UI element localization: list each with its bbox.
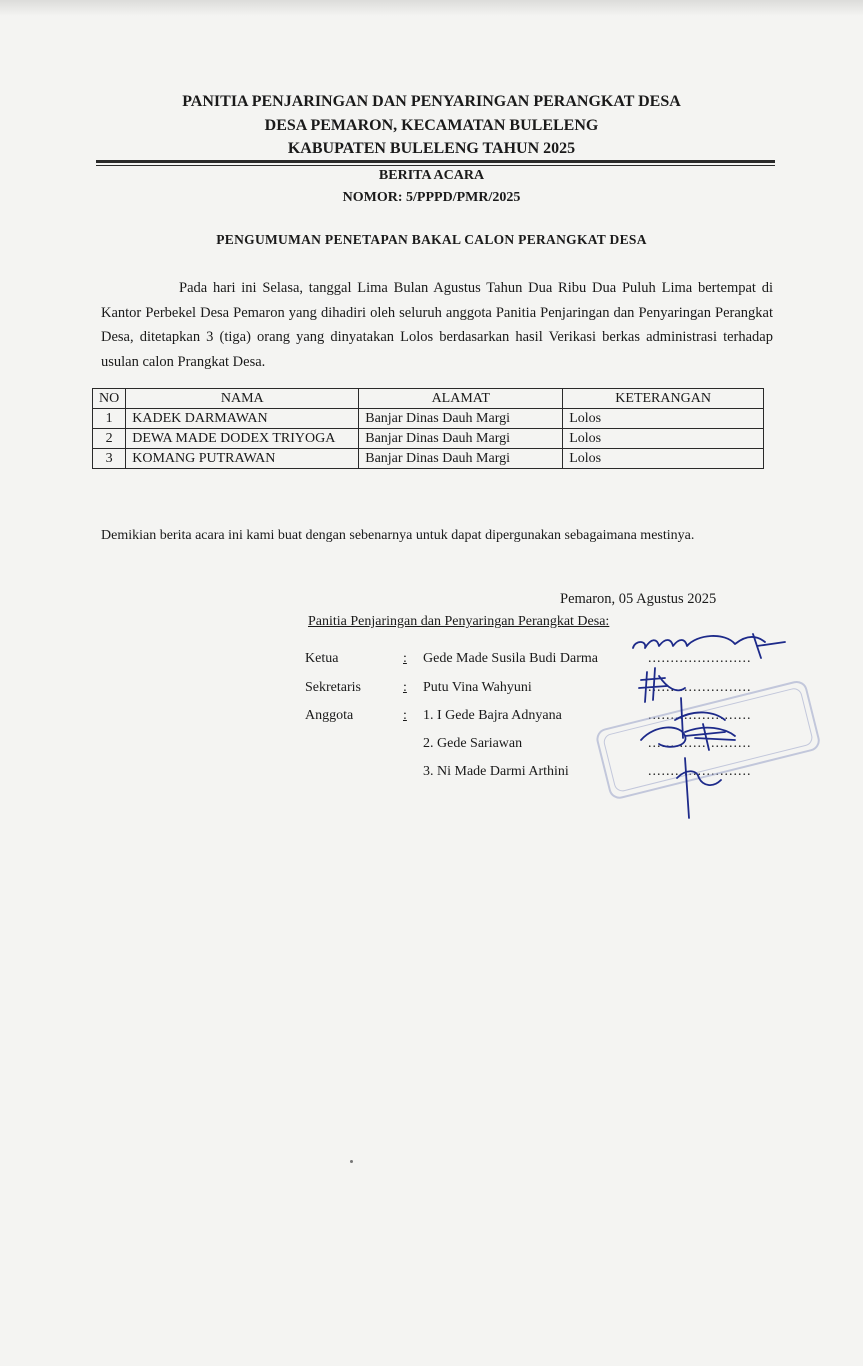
- colon: :: [403, 651, 407, 666]
- berita-acara-number: NOMOR: 5/PPPD/PMR/2025: [342, 190, 521, 205]
- col-header-no: NO: [93, 389, 126, 409]
- name-anggota-3: 3. Ni Made Darmi Arthini: [423, 764, 569, 779]
- signature-line: .......................: [648, 736, 752, 751]
- closing-statement: Demikian berita acara ini kami buat dengan sebenarnya untuk dapat dipergunakan sebagaimana mestinya.: [101, 528, 695, 543]
- table-header-row: [93, 389, 764, 409]
- role-ketua: Ketua: [305, 651, 339, 666]
- signature-line: .......................: [648, 764, 752, 779]
- signature-line: .......................: [648, 680, 752, 695]
- name-anggota-1: 1. I Gede Bajra Adnyana: [423, 708, 562, 723]
- signature-anggota-2: [641, 724, 735, 750]
- header-line-3: KABUPATEN BULELENG TAHUN 2025: [287, 140, 576, 157]
- cell-nama: DEWA MADE DODEX TRIYOGA: [126, 429, 359, 449]
- scan-shadow: [0, 0, 863, 16]
- signatures-and-stamp: [585, 628, 820, 823]
- col-header-keterangan: KETERANGAN: [563, 389, 764, 409]
- cell-nama: KADEK DARMAWAN: [126, 409, 359, 429]
- signature-sekretaris: [639, 668, 685, 702]
- cell-alamat: Banjar Dinas Dauh Margi: [359, 409, 563, 429]
- name-sekretaris: Putu Vina Wahyuni: [423, 680, 532, 695]
- signature-ketua: [633, 634, 785, 658]
- berita-acara-title: BERITA ACARA: [378, 168, 485, 183]
- header-line-1: PANITIA PENJARINGAN DAN PENYARINGAN PERANGKAT DESA: [182, 93, 681, 110]
- header-line-2: DESA PEMARON, KECAMATAN BULELENG: [264, 117, 599, 134]
- colon: :: [403, 680, 407, 695]
- cell-alamat: Banjar Dinas Dauh Margi: [359, 429, 563, 449]
- announcement-title: PENGUMUMAN PENETAPAN BAKAL CALON PERANGKAT DESA: [216, 232, 647, 247]
- cell-no: 1: [93, 409, 126, 429]
- committee-title: Panitia Penjaringan dan Penyaringan Perangkat Desa:: [308, 614, 610, 629]
- body-paragraph: [101, 276, 773, 374]
- signature-line: .......................: [648, 651, 752, 666]
- cell-no: 3: [93, 449, 126, 469]
- colon: :: [403, 708, 407, 723]
- cell-keterangan: Lolos: [563, 449, 764, 469]
- signature-anggota-3: [677, 758, 721, 818]
- table-row: [93, 429, 764, 449]
- header-rule-thick: [96, 160, 775, 163]
- table-row: [93, 449, 764, 469]
- table-row: [93, 409, 764, 429]
- committee-stamp: [595, 680, 820, 800]
- cell-nama: KOMANG PUTRAWAN: [126, 449, 359, 469]
- name-ketua: Gede Made Susila Budi Darma: [423, 651, 598, 666]
- header-rule-thin: [96, 165, 775, 166]
- cell-keterangan: Lolos: [563, 429, 764, 449]
- cell-no: 2: [93, 429, 126, 449]
- col-header-alamat: ALAMAT: [359, 389, 563, 409]
- cell-keterangan: Lolos: [563, 409, 764, 429]
- role-anggota: Anggota: [305, 708, 354, 723]
- scan-speck: [350, 1160, 353, 1163]
- candidates-table: [92, 388, 764, 469]
- cell-alamat: Banjar Dinas Dauh Margi: [359, 449, 563, 469]
- col-header-nama: NAMA: [126, 389, 359, 409]
- name-anggota-2: 2. Gede Sariawan: [423, 736, 523, 751]
- role-sekretaris: Sekretaris: [305, 680, 361, 695]
- signature-line: .......................: [648, 708, 752, 723]
- place-date: Pemaron, 05 Agustus 2025: [560, 591, 717, 607]
- body-paragraph-text: Pada hari ini Selasa, tanggal Lima Bulan Agustus Tahun Dua Ribu Dua Puluh Lima bertempat di Kantor Perbekel Desa Pemaron yang dihadiri oleh seluruh anggota Panitia Penjaringan dan Penyaringan Perangkat Desa, ditetapkan 3 (tiga) orang yang dinyatakan Lolos berdasarkan hasil Verikasi berkas administrasi terhadap usulan calon Prangkat Desa.: [101, 280, 773, 370]
